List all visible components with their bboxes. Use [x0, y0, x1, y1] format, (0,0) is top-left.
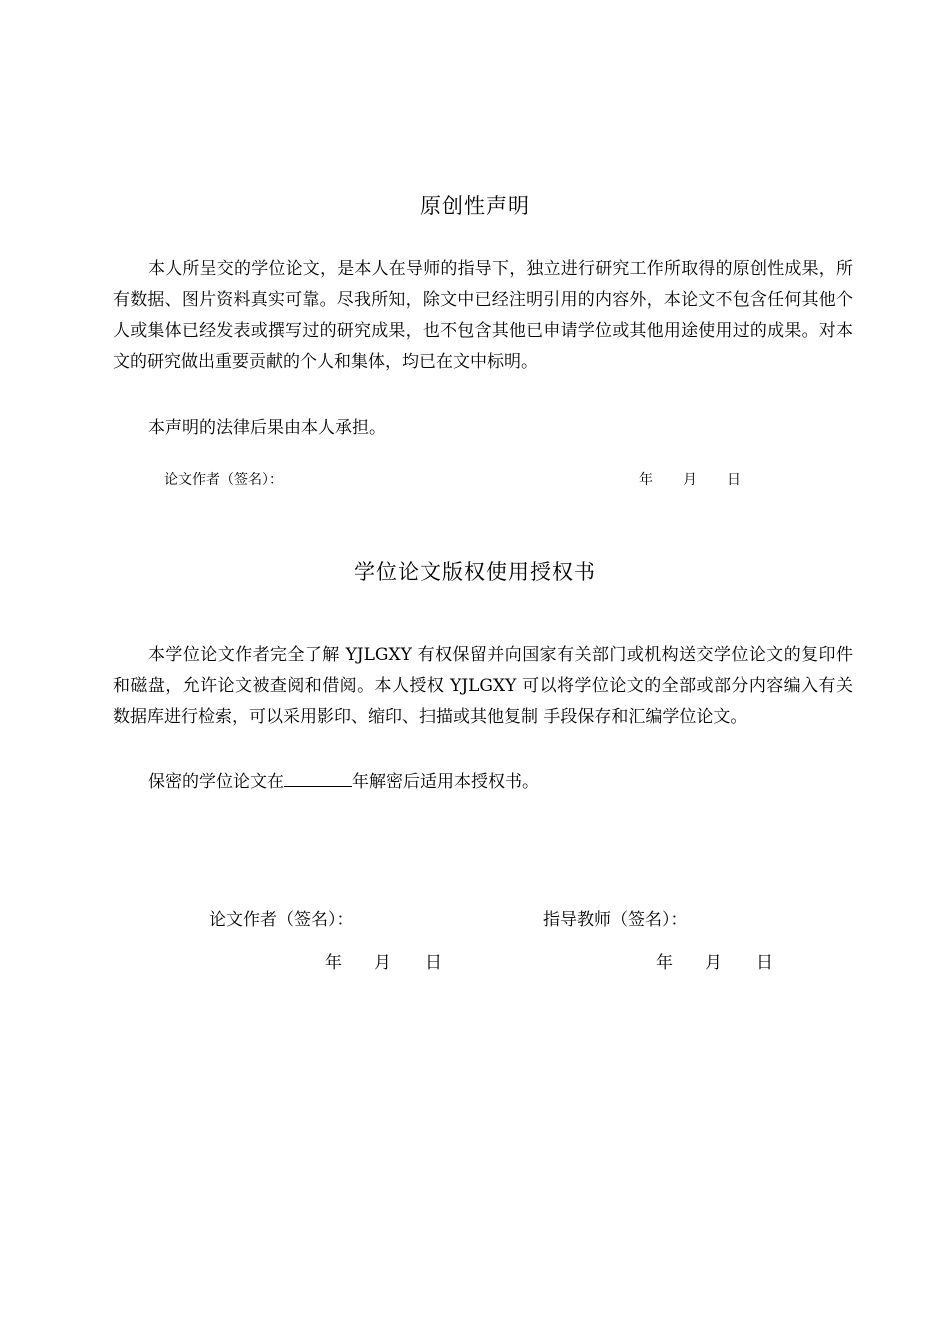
confidential-suffix: 年解密后适用本授权书。 — [352, 772, 539, 792]
date-month-label: 月 — [683, 472, 697, 488]
confidential-prefix: 保密的学位论文在 — [148, 772, 284, 792]
authorization-title: 学位论文版权使用授权书 — [354, 560, 596, 584]
date-year-label: 年 — [325, 953, 342, 973]
advisor-date — [656, 948, 773, 973]
advisor-signature-label: 指导教师（签名）： — [543, 910, 688, 930]
date-day-label: 日 — [756, 953, 773, 973]
date-month-label: 月 — [374, 953, 391, 973]
authorization-author-signature-label: 论文作者（签名）： — [209, 910, 354, 930]
originality-author-signature-label: 论文作者（签名）： — [164, 472, 283, 488]
confidential-statement — [148, 767, 539, 792]
originality-title: 原创性声明 — [420, 194, 530, 218]
originality-date — [639, 469, 741, 489]
date-year-label: 年 — [639, 472, 653, 488]
date-day-label: 日 — [425, 953, 442, 973]
years-blank-line — [284, 769, 352, 787]
liability-statement: 本声明的法律后果由本人承担。 — [148, 418, 386, 438]
date-year-label: 年 — [656, 953, 673, 973]
author-date — [325, 948, 442, 973]
authorization-paragraph: 本学位论文作者完全了解 YJLGXY 有权保留并向国家有关部门或机构送交学位论文的复印件和磁盘，允许论文被查阅和借阅。本人授权 YJLGXY 可以将学位论文的全部或部分内容编入有关数据库进行检索，可以采用影印、缩印、扫描或其他复制 手段保存和汇编学位论文。 — [113, 645, 853, 727]
originality-paragraph: 本人所呈交的学位论文，是本人在导师的指导下，独立进行研究工作所取得的原创性成果，所有数据、图片资料真实可靠。尽我所知，除文中已经注明引用的内容外，本论文不包含任何其他个人或集体已经发表或撰写过的研究成果，也不包含其他已申请学位或其他用途使用过的成果。对本文的研究做出重要贡献的个人和集体，均已在文中标明。 — [113, 259, 853, 372]
date-month-label: 月 — [705, 953, 722, 973]
date-day-label: 日 — [727, 472, 741, 488]
